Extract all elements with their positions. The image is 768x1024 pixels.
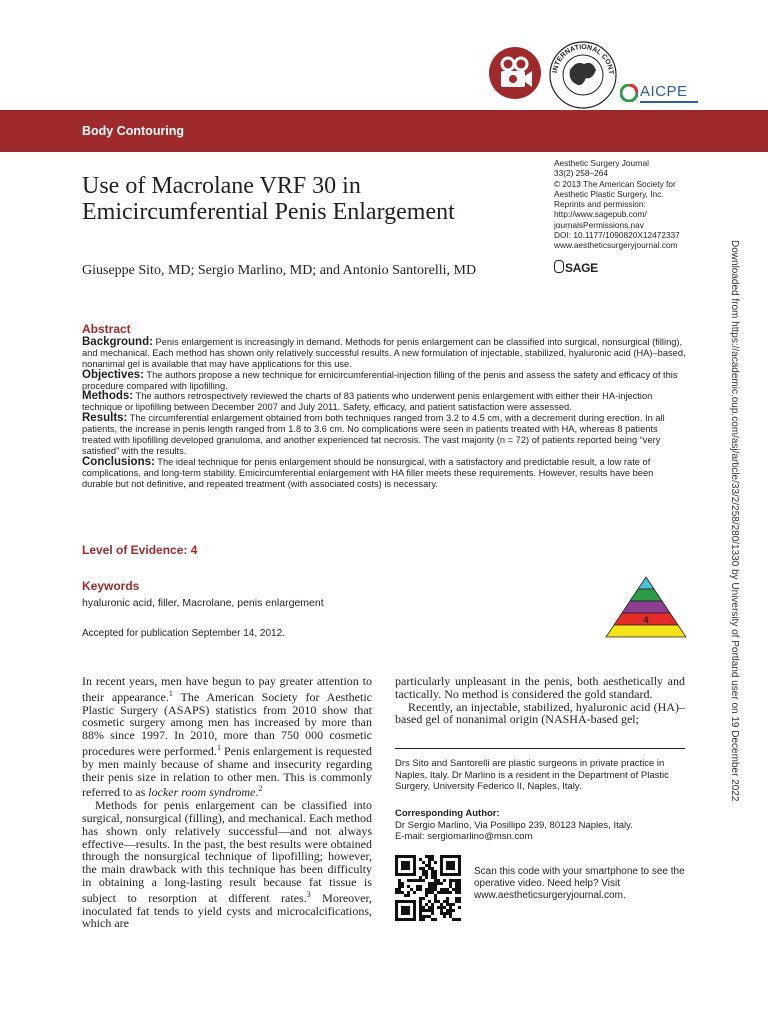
abstract-heading: Abstract [82, 322, 131, 336]
body-text: The American Society for Aesthetic Plastic Surgery (ASAPS) statistics from 2010 show that cosmetic surgery among men has increased by more than 88% since 1997. In 2010, more than 750 000 cosmetic procedures were performed. [82, 689, 372, 758]
author-affiliation: Drs Sito and Santorelli are plastic surgeons in private practice in Naples, Italy. Dr Marlino is a resident in the Department of Plastic Surgery, University Federico II, Naples, Italy. [395, 758, 669, 792]
journal-meta [554, 158, 714, 251]
aicpe-icon [620, 84, 638, 102]
body-text: In recent years, men have begun to pay greater attention to their appearance. [82, 674, 372, 704]
body-paragraph: Recently, an injectable, stabilized, hyaluronic acid (HA)–based gel of nonanimal origin (NASHA-based gel; [395, 699, 685, 727]
keywords-heading: Keywords [82, 579, 140, 593]
accepted-date: Accepted for publication September 14, 2012. [82, 628, 285, 639]
meta-doi[interactable]: DOI: 10.1177/1090820X12472337 [554, 230, 680, 241]
meta-link[interactable]: journalsPermissions.nav [554, 219, 644, 230]
objectives-label: Objectives: [82, 368, 144, 381]
aicpe-logo [620, 80, 700, 106]
reference[interactable]: 3 [306, 889, 311, 899]
meta-link[interactable]: www.aestheticsurgeryjournal.com [554, 240, 678, 251]
meta-line: © 2013 The American Society for [554, 178, 676, 189]
scan-instructions: Scan this code with your smartphone to see the operative video. Need help? Visit www.aestheticsurgeryjournal.com. [474, 866, 685, 901]
abstract-objectives [82, 370, 686, 392]
pyramid-level-label: 4 [643, 615, 649, 625]
authors: Giuseppe Sito, MD; Sergio Marlino, MD; and Antonio Santorelli, MD [82, 263, 477, 278]
background-text: Penis enlargement is increasingly in demand. Methods for penis enlargement can be classified into surgical, nonsurgical (filling), and mechanical. Each method has shown only relatively successful results. A new formulation of injectable, stabilized, hyaluronic acid (HA)–based, nonanimal gel is available that may have applications for this use. [82, 336, 686, 369]
body-paragraph [82, 799, 372, 930]
body-italic: locker room syndrome [148, 785, 256, 800]
title-line-2: Emicircumferential Penis Enlargement [82, 199, 455, 225]
body-paragraph [82, 675, 372, 799]
section-label: Body Contouring [82, 124, 185, 138]
meta-line[interactable]: Reprints and permission: [554, 199, 646, 210]
methods-label: Methods: [82, 390, 134, 403]
qr-code[interactable] [395, 855, 461, 921]
corresponding-email[interactable]: E-mail: sergiomarlino@msn.com [395, 831, 533, 842]
sage-label: SAGE [565, 261, 598, 275]
sage-icon [554, 260, 564, 273]
download-notice-container [724, 240, 746, 1000]
corresponding-address: Dr Sergio Marlino, Via Posillipo 239, 80123 Naples, Italy. [395, 819, 633, 831]
abstract [82, 324, 686, 490]
title-line-1: Use of Macrolane VRF 30 in [82, 173, 361, 199]
results-text: The circumferential enlargement obtained from both techniques ranged from 3.2 to 4.5 cm, with a decrement during erection. In all patients, the increase in penis length ranged from 1.8 to 3.6 cm. No complications were seen in patients treated with HA, whereas 8 patients treated with lipofilling developed granuloma, and another experienced fat necrosis. The vast majority (n = 72) of patients reported being “very satisfied” with the results. [82, 413, 665, 456]
methods-text: The authors retrospectively reviewed the charts of 83 patients who underwent penis enlargement with either their HA-injection technique or lipofilling between December 2007 and July 2011. Safety, efficacy, and patient satisfaction were assessed. [82, 391, 653, 413]
video-logo [488, 46, 542, 100]
reference[interactable]: 1 [168, 688, 173, 698]
abstract-conclusions [82, 457, 686, 490]
reference[interactable]: 1 [216, 742, 221, 752]
meta-link[interactable]: http://www.sagepub.com/ [554, 209, 647, 220]
sage-logo [554, 260, 598, 275]
objectives-text: The authors propose a new technique for emicircumferential-injection filling of the penis and assess the safety and efficacy of this procedure compared with lipofilling. [82, 369, 678, 391]
body-column-right [395, 675, 685, 726]
meta-line: 33(2) 258–264 [554, 168, 608, 179]
meta-line: Aesthetic Plastic Surgery, Inc. [554, 188, 664, 199]
body-column-left [82, 675, 372, 930]
body-text: Penis enlargement is requested by men mainly because of shame and insecurity regarding their penis size in relation to other men. This is commonly referred to as [82, 743, 373, 800]
corresponding-heading: Corresponding Author: [395, 808, 500, 819]
conclusions-text: The ideal technique for penis enlargement should be nonsurgical, with a satisfactory and predictable result, a low rate of complications, and long-term stability. Emicircumferential enlargement with HA filler meets these requirements. However, results have been durable but not definitive, and repeated treatment (with associated costs) is necessary. [82, 456, 654, 489]
footnote-divider [395, 748, 685, 749]
aicpe-label: AICPE [640, 83, 688, 100]
body-text: . [255, 785, 259, 800]
results-label: Results: [82, 412, 128, 425]
abstract-results [82, 413, 686, 457]
conclusions-label: Conclusions: [82, 455, 155, 468]
download-notice[interactable]: Downloaded from https://academic.oup.com/asj/article/33/2/258/280/1330 by University of Portland user on 19 December 2022 [729, 240, 740, 802]
seal-text: INTERNATIONAL CONT [552, 43, 615, 75]
level-of-evidence: Level of Evidence: 4 [82, 543, 198, 557]
body-paragraph: particularly unpleasant in the penis, both aesthetically and tactically. No method is considered the gold standard. [395, 674, 685, 701]
body-text: Moreover, inoculated fat tends to yield cysts and microcalcifications, which are [82, 890, 372, 931]
article-title [82, 173, 455, 225]
reference[interactable]: 2 [258, 784, 263, 794]
background-label: Background: [82, 335, 153, 348]
corresponding-author [395, 808, 685, 843]
meta-line: Aesthetic Surgery Journal [554, 158, 650, 168]
keywords-text: hyaluronic acid, filler, Macrolane, penis enlargement [82, 597, 324, 609]
abstract-background [82, 337, 686, 370]
body-text: Methods for penis enlargement can be classified into surgical, nonsurgical (filling), and mechanical. Each method has shown only relatively successful—and not always effective—results. In the past, the best results were obtained through the nonsurgical technique of lipofilling; however, the main drawback with this technique has been difficulty in obtaining a long-lasting result because fat tissue is subject to resorption at different rates. [82, 798, 372, 905]
international-contribution-seal [548, 40, 618, 110]
evidence-pyramid-icon [605, 576, 687, 638]
abstract-methods [82, 391, 686, 413]
